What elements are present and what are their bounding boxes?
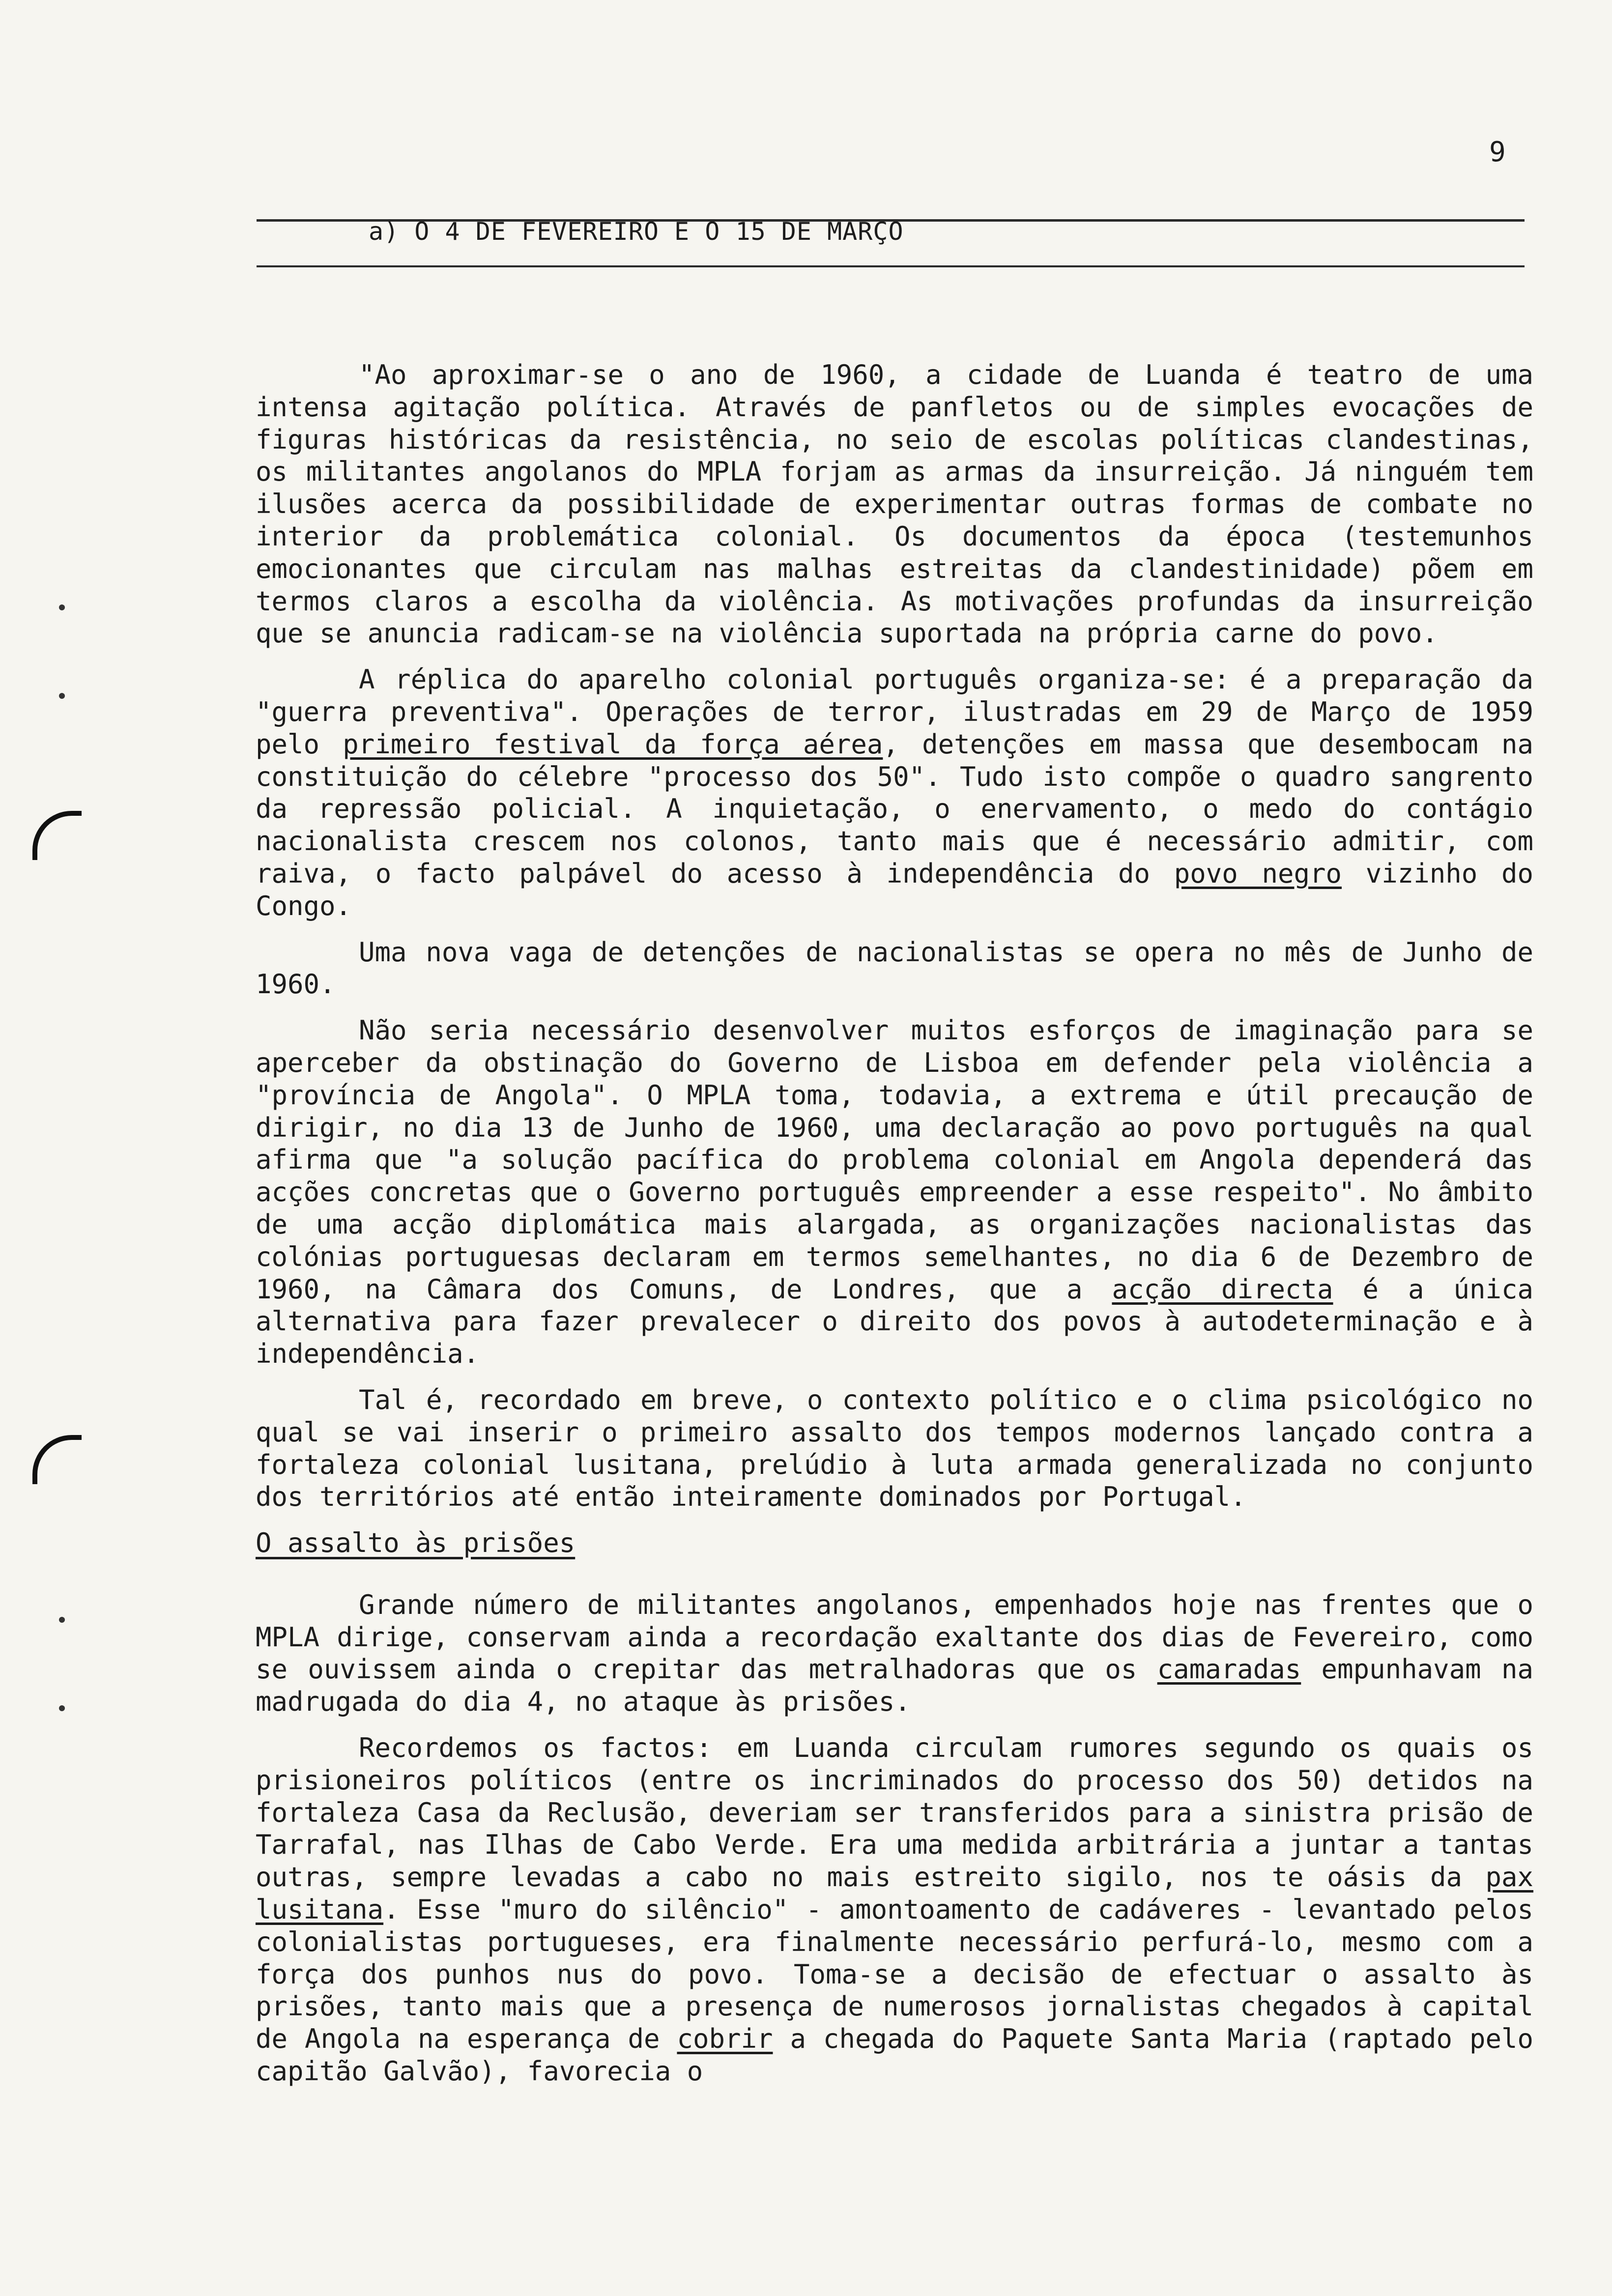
- text-run: "Ao aproximar-se o ano de 1960, a cidade de Luanda é teatro de uma intensa agitação política. Através de panfletos ou de simples evocações de figuras históricas da resistência, no seio de escolas políticas clandestinas, os militantes angolanos do MPLA forjam as armas da insurreição. Já ninguém tem ilusões acerca da possibilidade de experimentar outras formas de combate no interior da problemática colonial. Os documentos da época (testemunhos emocionantes que circulam nas malhas estreitas da clandestinidade) põem em termos claros a escolha da violência. As motivações profundas da insurreição que se anuncia radicam-se na violência suportada na própria carne do povo.: [256, 359, 1533, 649]
- text-run: é a única alternativa para fazer prevalecer o direito dos povos à autodeterminação e à independência.: [256, 1273, 1534, 1370]
- margin-speck: [59, 1705, 65, 1711]
- margin-speck: [59, 693, 65, 699]
- subheading: O assalto às prisões: [256, 1527, 576, 1559]
- text-run: A réplica do aparelho colonial português organiza-se: é a preparação da "guerra preventiva". Operações de terror, ilustradas em 29 de Março de 1959 pelo: [256, 664, 1533, 760]
- text-run: vizinho do Congo.: [256, 858, 1533, 921]
- text-run: Uma nova vaga de detenções de nacionalistas se opera no mês de Junho de 1960.: [256, 936, 1533, 1000]
- paragraph: [256, 663, 1533, 922]
- margin-speck: [59, 604, 65, 610]
- text-run: a chegada do Paquete Santa Maria (raptado pelo capitão Galvão), favorecia o: [256, 2023, 1533, 2087]
- underlined-phrase: primeiro festival da força aérea: [343, 728, 883, 760]
- underlined-phrase: povo negro: [1174, 858, 1342, 889]
- paragraph: [256, 1732, 1533, 2088]
- text-run: Grande número de militantes angolanos, empenhados hoje nas frentes que o MPLA dirige, conservam ainda a recordação exaltante dos dias de Fevereiro, como se ouvissem ainda o crepitar das metralhadoras que os: [256, 1589, 1533, 1685]
- text-run: , detenções em massa que desembocam na constituição do célebre "processo dos 50". Tudo isto compõe o quadro sangrento da repressão policial. A inquietação, o enervamento, o medo do contágio nacionalista crescem nos colonos, tanto mais que é necessário admitir, com raiva, o facto palpável do acesso à independência do: [256, 728, 1533, 889]
- section-heading: a) O 4 DE FEVEREIRO E O 15 DE MARÇO: [369, 217, 904, 246]
- page-number: 9: [1489, 136, 1506, 168]
- text-run: Não seria necessário desenvolver muitos esforços de imaginação para se aperceber da obstinação do Governo de Lisboa em defender pela violência a "província de Angola". O MPLA toma, todavia, a extrema e útil precaução de dirigir, no dia 13 de Junho de 1960, uma declaração ao povo português na qual afirma que "a solução pacífica do problema colonial em Angola dependerá das acções concretas que o Governo português empreender a esse respeito". No âmbito de uma acção diplomática mais alargada, as organizações nacionalistas das colónias portuguesas declaram em termos semelhantes, no dia 6 de Dezembro de 1960, na Câmara dos Comuns, de Londres, que a: [256, 1015, 1533, 1305]
- header-rule-bottom: [257, 265, 1525, 267]
- paragraph: [256, 359, 1533, 650]
- margin-speck: [59, 1617, 65, 1623]
- text-run: Recordemos os factos: em Luanda circulam rumores segundo os quais os prisioneiros políticos (entre os incriminados do processo dos 50) detidos na fortaleza Casa da Reclusão, deveriam ser transferidos para a sinistra prisão de Tarrafal, nas Ilhas de Cabo Verde. Era uma medida arbitrária a juntar a tantas outras, sempre levadas a cabo no mais estreito sigilo, nos te oásis da: [256, 1732, 1533, 1893]
- paragraph: [256, 1589, 1533, 1718]
- body-text: [256, 359, 1533, 2101]
- text-run: . Esse "muro do silêncio" - amontoamento de cadáveres - levantado pelos colonialistas portugueses, era finalmente necessário perfurá-lo, mesmo com a força dos punhos nus do povo. Toma-se a decisão de efectuar o assalto às prisões, tanto mais que a presença de numerosos jornalistas chegados à capital de Angola na esperança de: [256, 1894, 1533, 2055]
- margin-arc-mark: [32, 811, 82, 860]
- paragraph: [256, 1014, 1533, 1370]
- underlined-phrase: cobrir: [677, 2023, 773, 2055]
- underlined-phrase: acção directa: [1112, 1273, 1333, 1305]
- text-run: Tal é, recordado em breve, o contexto político e o clima psicológico no qual se vai inserir o primeiro assalto dos tempos modernos lançado contra a fortaleza colonial lusitana, prelúdio à luta armada generalizada no conjunto dos territórios até então inteiramente dominados por Portugal.: [256, 1384, 1533, 1513]
- underlined-phrase: pax lusitana: [256, 1862, 1533, 1925]
- text-run: empunhavam na madrugada do dia 4, no ataque às prisões.: [256, 1654, 1533, 1718]
- margin-arc-mark: [32, 1435, 82, 1484]
- paragraph: [256, 936, 1533, 1001]
- underlined-phrase: camaradas: [1157, 1654, 1301, 1685]
- paragraph: [256, 1384, 1533, 1513]
